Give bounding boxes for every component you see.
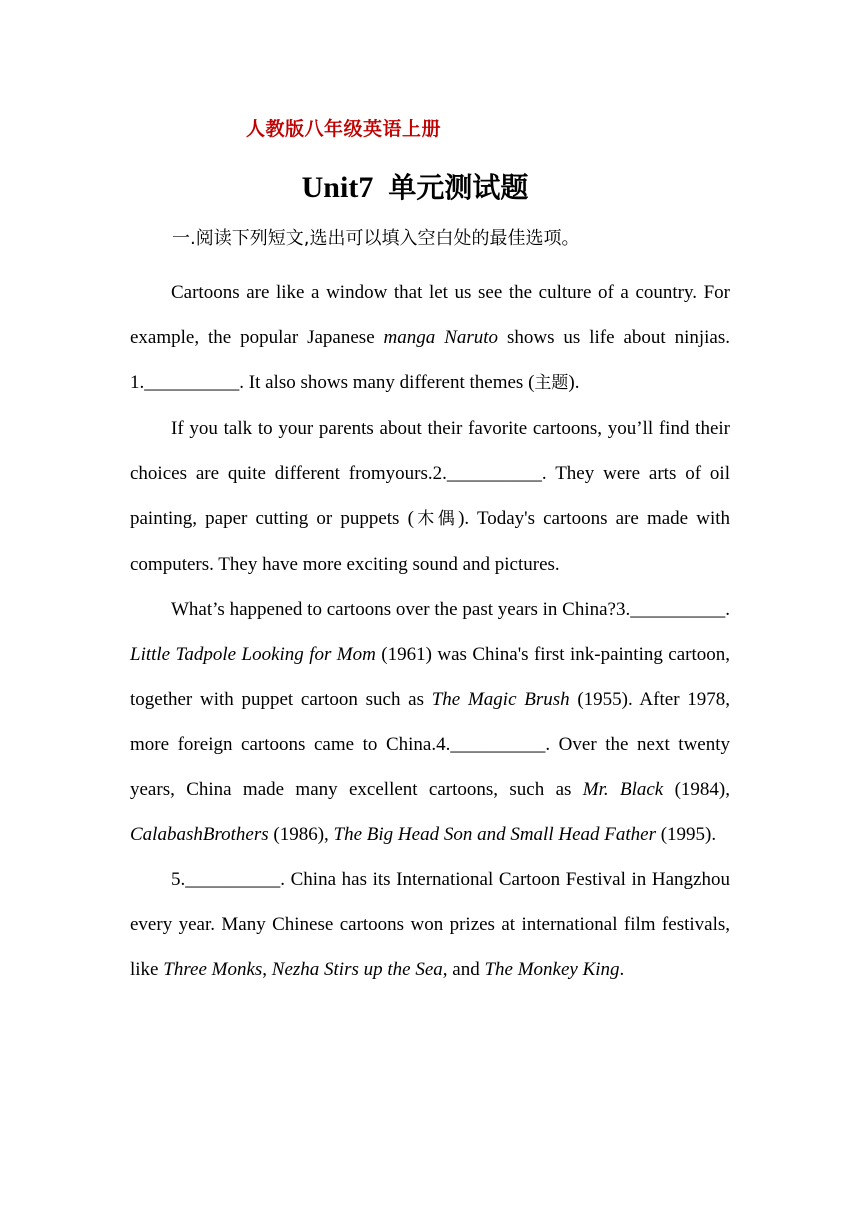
p2-text-b: . They were arts of oil painting, paper cutting or puppets ( — [130, 463, 730, 529]
p1-gloss-cn: 主题 — [534, 373, 569, 393]
p2-gloss-cn: 木偶 — [413, 509, 459, 529]
p1-text-b: shows us life about ninjias. 1. — [130, 327, 730, 393]
p3-title-brush: The Magic Brush — [431, 689, 570, 710]
p1-text-a: Cartoons are like a window that let us see the culture of a country. For example, the popular Japanese — [130, 282, 730, 348]
p4-text-c: , — [262, 959, 272, 980]
title-cn: 单元测试题 — [388, 171, 529, 204]
p3-title-black: Mr. Black — [582, 779, 664, 800]
blank-2: __________ — [446, 463, 542, 484]
section-instruction: 一.阅读下列短文,选出可以填入空白处的最佳选项。 — [172, 228, 580, 249]
blank-5: __________ — [185, 869, 281, 890]
p4-title-nezha: Nezha Stirs up the Sea — [271, 959, 443, 980]
p4-title-monkey: The Monkey King — [484, 959, 620, 980]
p1-text-c: . It also shows many different themes ( — [239, 372, 535, 393]
p4-text-b: . China has its International Cartoon Festival in Hangzhou every year. Many Chinese cartoons won prizes at international film festivals, like — [130, 869, 730, 980]
p1-italic-manga: manga — [383, 327, 436, 348]
p3-text-d: (1955). After 1978, more foreign cartoons came to China.4. — [130, 689, 730, 755]
p2-text-a: If you talk to your parents about their favorite cartoons, you’ll find their choices are quite different fromyours.2. — [130, 418, 730, 484]
p1-text-d: ). — [568, 372, 580, 393]
page-title — [0, 166, 830, 206]
paragraph-2 — [130, 406, 730, 587]
p3-text-f: (1984), — [663, 779, 731, 800]
p2-text-c: ). Today's cartoons are made with computers. They have more exciting sound and pictures. — [130, 508, 730, 575]
p4-title-monks: Three Monks — [163, 959, 263, 980]
p3-text-e: . Over the next twenty years, China made many excellent cartoons, such as — [130, 734, 730, 800]
blank-1: __________ — [144, 372, 240, 393]
blank-3: __________ — [630, 599, 726, 620]
paragraph-3 — [130, 587, 730, 857]
series-heading: 人教版八年级英语上册 — [246, 118, 442, 140]
title-unit: Unit7 — [301, 171, 374, 204]
p4-text-a: 5. — [171, 869, 186, 890]
paragraph-1 — [130, 270, 730, 406]
p3-title-bighead: The Big Head Son and Small Head Father — [333, 824, 656, 845]
p3-text-b: . — [725, 599, 730, 620]
reading-passage — [130, 270, 730, 992]
p4-text-d: , and — [442, 959, 485, 980]
p1-italic-naruto: Naruto — [444, 327, 499, 348]
p4-text-e: . — [619, 959, 625, 980]
paragraph-4 — [130, 857, 730, 992]
p3-text-g: (1986), — [268, 824, 334, 845]
p3-text-a: What’s happened to cartoons over the past years in China?3. — [171, 599, 631, 620]
blank-4: __________ — [450, 734, 546, 755]
p3-text-h: (1995). — [655, 824, 717, 845]
p3-title-calabash: CalabashBrothers — [130, 824, 269, 845]
p3-text-c: (1961) was China's first ink-painting cartoon, together with puppet cartoon such as — [130, 644, 730, 710]
p3-title-tadpole: Little Tadpole Looking for Mom — [130, 644, 376, 665]
